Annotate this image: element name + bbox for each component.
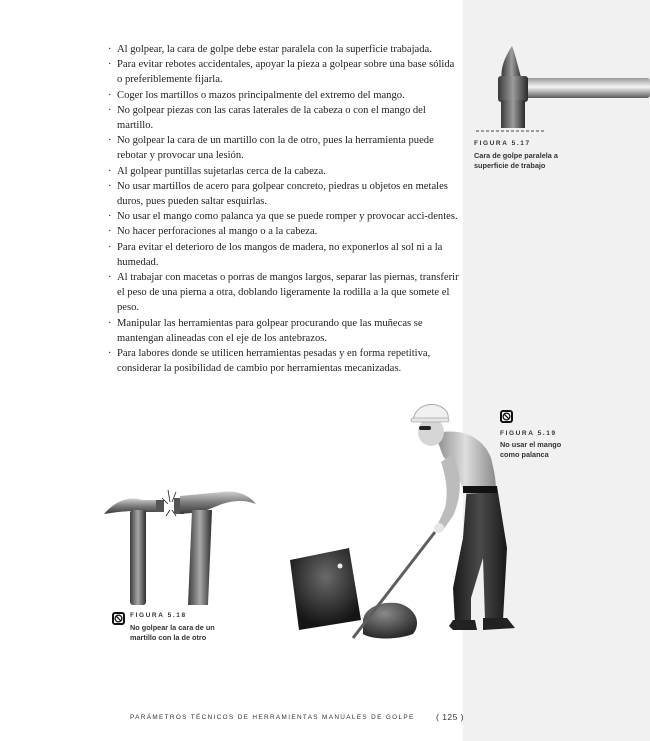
recommendations-list xyxy=(108,42,460,376)
figure-5-19-image xyxy=(285,398,520,643)
bullet-text: No hacer perforaciones al mango o a la cabeza. xyxy=(117,226,318,238)
bullet-item xyxy=(108,224,460,239)
figure-5-18-caption xyxy=(130,612,215,642)
bullet-item xyxy=(108,57,460,87)
no-sign-icon xyxy=(500,410,513,423)
bullet-dot: · xyxy=(108,272,112,284)
figure-5-19-caption xyxy=(500,430,561,459)
bullet-text: Manipular las herramientas para golpear procurando que las muñecas se mantengan alineadas con el eje de los antebrazos. xyxy=(117,317,423,344)
bullet-text: No usar martillos de acero para golpear concreto, piedras u objetos en metales duros, pues pueden saltar esquirlas. xyxy=(117,180,448,208)
figure-5-18-image xyxy=(102,480,262,605)
figure-5-17-caption xyxy=(474,140,558,170)
bullet-dot: · xyxy=(108,226,112,238)
bullet-item xyxy=(108,270,460,316)
bullet-item xyxy=(108,164,460,179)
bullet-text: No golpear la cara de un martillo con la de otro, pues la herramienta puede rebotar y provocar una lesión. xyxy=(117,135,434,162)
figure-5-19-number: FIGURA 5.19 xyxy=(500,430,557,437)
bullet-item xyxy=(108,133,460,163)
figure-5-19-caption-line-1: No usar el mango xyxy=(500,440,562,449)
bullet-text: Al trabajar con macetas o porras de mangos largos, separar las piernas, transferir el peso de una pierna a otra, doblando ligeramente la rodilla a la que somete el peso. xyxy=(117,272,459,314)
no-sign-icon xyxy=(112,612,125,625)
bullet-dot: · xyxy=(108,180,112,192)
bullet-item xyxy=(108,179,460,209)
figure-5-17-image xyxy=(472,40,650,140)
bullet-dot: · xyxy=(108,317,112,329)
bullet-dot: · xyxy=(108,165,112,177)
figure-5-17-caption-line-2: superficie de trabajo xyxy=(474,160,546,170)
bullet-item xyxy=(108,209,460,224)
bullet-dot: · xyxy=(108,104,112,116)
bullet-item xyxy=(108,88,460,103)
running-footer: PARÁMETROS TÉCNICOS DE HERRAMIENTAS MANUALES DE GOLPE xyxy=(130,714,415,721)
bullet-item xyxy=(108,346,460,376)
bullet-dot: · xyxy=(108,44,112,55)
bullet-item xyxy=(108,42,460,57)
bullet-dot: · xyxy=(108,348,112,360)
bullet-dot: · xyxy=(108,135,112,147)
bullet-dot: · xyxy=(108,241,112,253)
bullet-item xyxy=(108,240,460,270)
bullet-item xyxy=(108,103,460,133)
bullet-text: No golpear piezas con las caras laterales de la cabeza o con el mango del martillo. xyxy=(117,104,426,132)
page-number: ( 125 ) xyxy=(436,712,465,722)
figure-5-18-caption-line-1: No golpear la cara de un xyxy=(130,623,215,632)
bullet-text: Al golpear, la cara de golpe debe estar paralela con la superficie trabajada. xyxy=(117,44,432,55)
figure-5-17-caption-line-1: Cara de golpe paralela a xyxy=(474,151,558,160)
figure-5-18-number: FIGURA 5.18 xyxy=(130,612,187,619)
bullet-dot: · xyxy=(108,89,112,101)
bullet-text: No usar el mango como palanca ya que se puede romper y provocar acci-dentes. xyxy=(117,211,458,223)
bullet-dot: · xyxy=(108,211,112,223)
bullet-item xyxy=(108,316,460,346)
bullet-text: Coger los martillos o mazos principalmente del extremo del mango. xyxy=(117,89,405,101)
figure-5-18-caption-line-2: martillo con la de otro xyxy=(130,632,207,642)
bullet-text: Para evitar el deterioro de los mangos de madera, no exponerlos al sol ni a la humedad. xyxy=(117,241,443,268)
bullet-text: Al golpear puntillas sujetarlas cerca de la cabeza. xyxy=(117,165,326,177)
bullet-text: Para labores donde se utilicen herramientas pesadas y en forma repetitiva, considerar la posibilidad de cambio por herramientas mecanizadas. xyxy=(117,348,431,375)
figure-5-19-caption-line-2: como palanca xyxy=(500,449,549,459)
bullet-dot: · xyxy=(108,59,112,71)
figure-5-17-number: FIGURA 5.17 xyxy=(474,140,531,147)
bullet-text: Para evitar rebotes accidentales, apoyar la pieza a golpear sobre una base sólida o preferiblemente fijarla. xyxy=(117,59,455,86)
